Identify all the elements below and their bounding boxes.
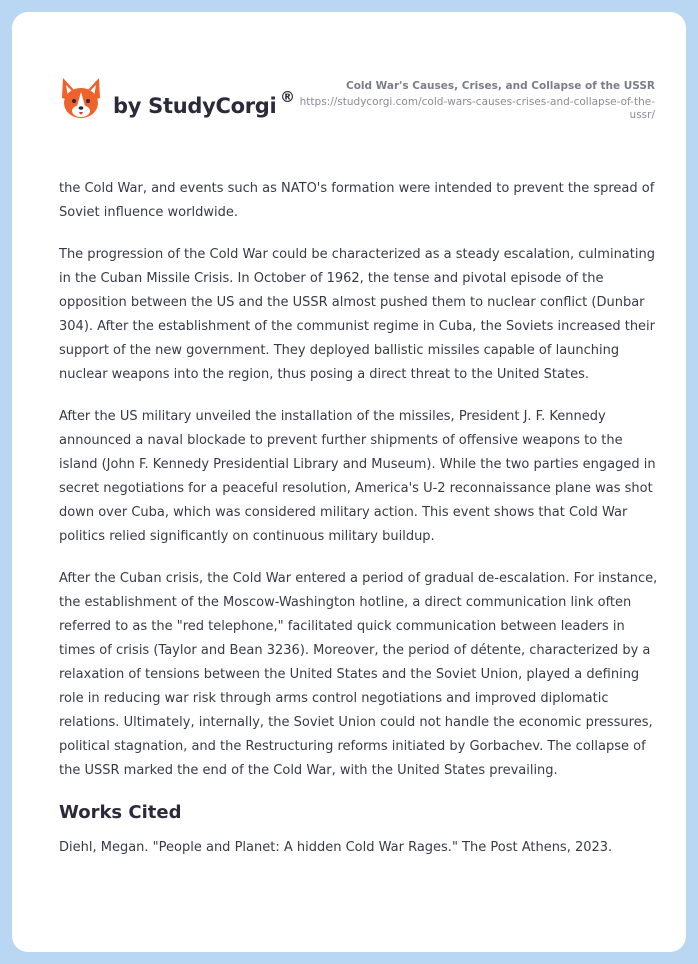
document-url[interactable]: https://studycorgi.com/cold-wars-causes-crises-and-collapse-of-the-ussr/ — [299, 96, 655, 121]
brand-name: by StudyCorgi — [113, 94, 277, 118]
paragraph: The progression of the Cold War could be characterized as a steady escalation, culminating in the Cuban Missile Crisis. In October of 1962, the tense and pivotal episode of the opposition between the US and the USSR almost pushed them to nuclear conflict (Dunbar 304). After the establishment of the communist regime in Cuba, the Soviets increased their support of the new government. They deployed ballistic missiles capable of launching nuclear weapons into the region, thus posing a direct threat to the United States. — [59, 247, 656, 382]
citation: Diehl, Megan. "People and Planet: A hidden Cold War Rages." The Post Athens, 2023. — [59, 840, 613, 855]
document-meta — [275, 80, 655, 122]
paragraph: After the Cuban crisis, the Cold War entered a period of gradual de-escalation. For instance, the establishment of the Moscow-Washington hotline, a direct communication link often referred to as the "red telephone," facilitated quick communication between leaders in times of crisis (Taylor and Bean 3236). Moreover, the period of détente, characterized by a relaxation of tensions between the United States and the Soviet Union, played a defining role in reducing war risk through arms control negotiations and improved diplomatic relations. Ultimately, internally, the Soviet Union could not handle the economic pressures, political stagnation, and the Restructuring reforms initiated by Gorbachev. The collapse of the USSR marked the end of the Cold War, with the United States prevailing. — [59, 571, 658, 778]
corgi-logo-icon — [60, 76, 102, 122]
paragraph: After the US military unveiled the installation of the missiles, President J. F. Kennedy announced a naval blockade to prevent further shipments of offensive weapons to the island (John F. Kennedy Presidential Library and Museum). While the two parties engaged in secret negotiations for a peaceful resolution, America's U-2 reconnaissance plane was shot down over Cuba, which was considered military action. This event shows that Cold War politics relied significantly on continuous military buildup. — [59, 409, 656, 544]
document-page — [12, 12, 686, 952]
paragraph: the Cold War, and events such as NATO's formation were intended to prevent the spread of Soviet influence worldwide. — [59, 181, 655, 220]
studycorgi-logo[interactable] — [60, 76, 310, 134]
essay-body — [59, 177, 659, 878]
works-cited-heading: Works Cited — [59, 802, 182, 823]
document-title: Cold War's Causes, Crises, and Collapse of the USSR — [345, 80, 655, 92]
registered-mark: ® — [280, 88, 295, 106]
